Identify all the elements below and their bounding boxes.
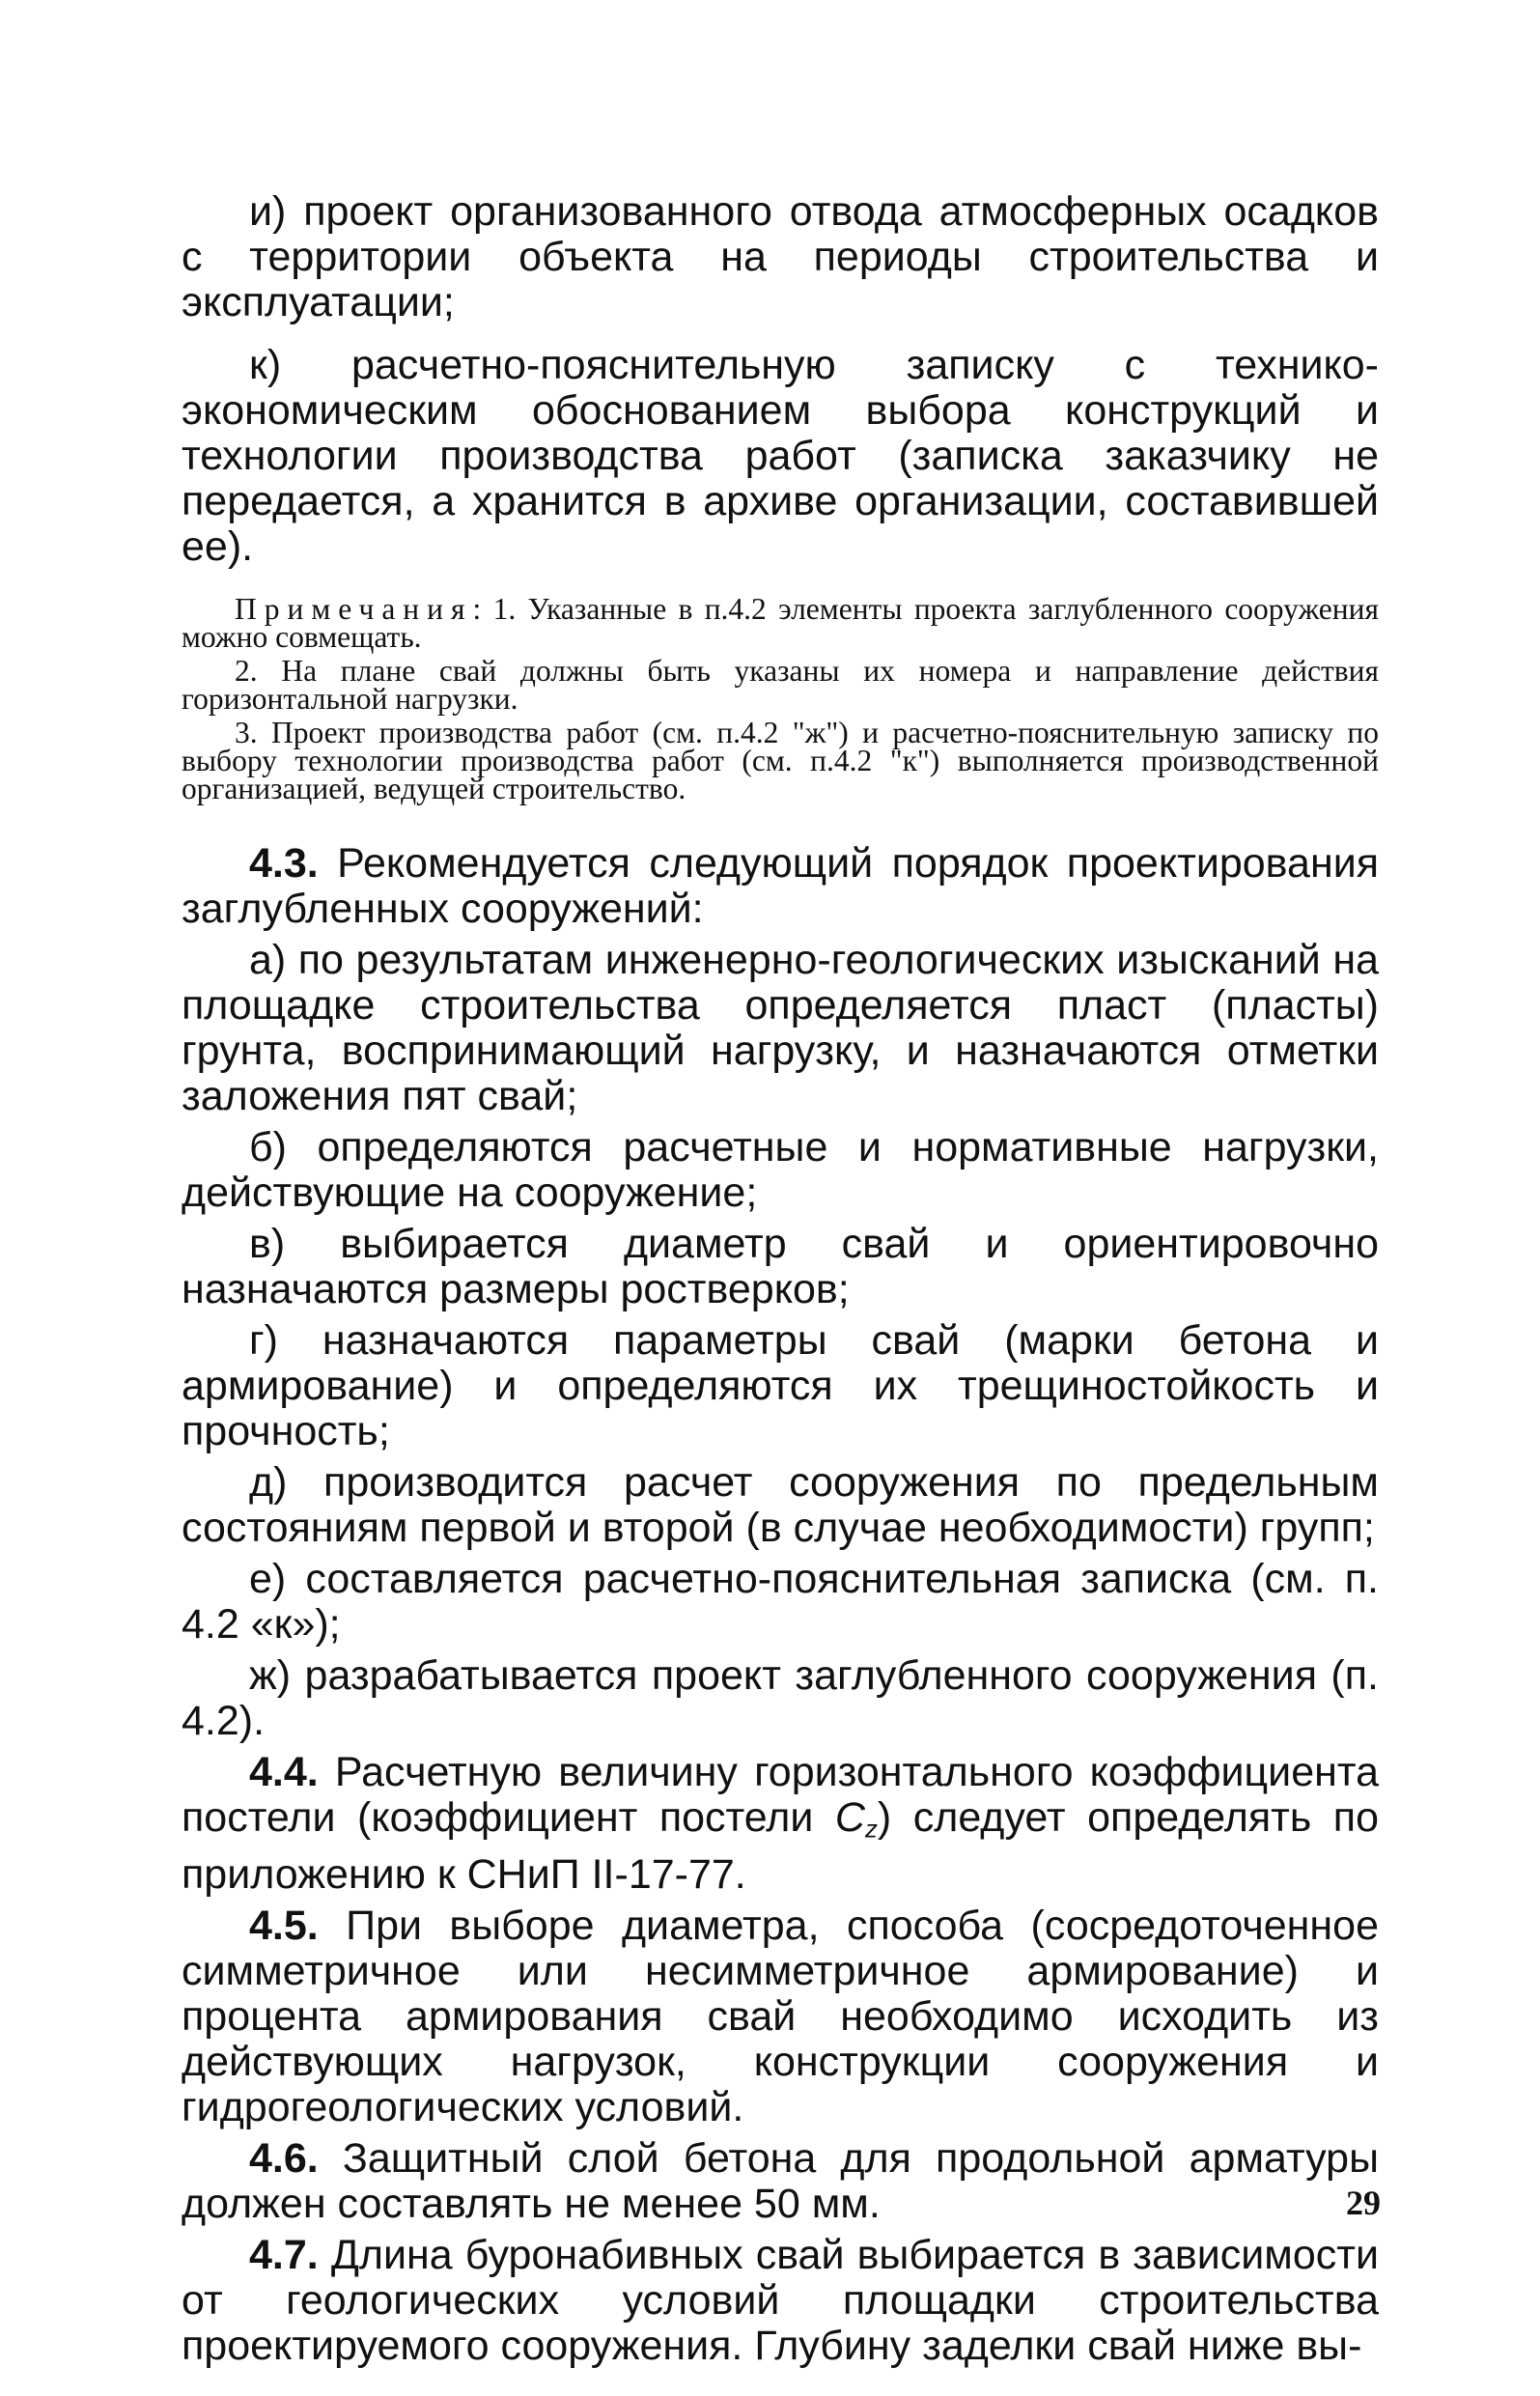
document-page [182,189,1379,2369]
section-4-3-item-a: а) по результатам инженерно-геологических изысканий на площадке строительства определяется пласт (пласты) грунта, воспринимающий нагрузку, и назначаются отметки заложения пят свай; [182,937,1379,1119]
section-number: 4.7. [249,2232,319,2279]
section-4-5 [182,1903,1379,2130]
page-number: 29 [1346,2184,1381,2222]
notes-block [182,592,1379,805]
section-number: 4.6. [249,2135,319,2183]
section-text: Защитный слой бетона для продольной арматуры должен составлять не менее 50 мм. [182,2135,1379,2228]
section-4-3-item-e: е) составляется расчетно-пояснительная записка (см. п. 4.2 «к»); [182,1556,1379,1648]
paragraph-item-i: и) проект организованного отвода атмосферных осадков с территории объекта на периоды строительства и эксплуатации; [182,188,1379,325]
section-4-3-item-g: г) назначаются параметры свай (марки бетона и армирование) и определяются их трещиностойкость и прочность; [182,1317,1379,1454]
section-text: Длина буронабивных свай выбирается в зависимости от геологических условий площадки строительства проектируемого сооружения. Глубину заделки свай ниже вы- [182,2232,1379,2370]
note-2: 2. На плане свай должны быть указаны их номера и направление действия горизонтальной нагрузки. [182,654,1379,716]
section-4-4 [182,1750,1379,1898]
section-number: 4.5. [249,1903,319,1950]
section-text: При выборе диаметра, способа (сосредоточенное симметричное или несимметричное армирование) и процента армирования свай необходимо исходить из действующих нагрузок, конструкции сооружения и гидрогеологических условий. [182,1903,1379,2131]
section-4-3-lead [182,841,1379,932]
section-text: Рекомендуется следующий порядок проектирования заглубленных сооружений: [182,840,1379,932]
section-4-3-item-zh: ж) разрабатывается проект заглубленного сооружения (п. 4.2). [182,1652,1379,1744]
paragraph-item-k: к) расчетно-пояснительную записку с технико-экономическим обоснованием выбора конструкций и технологии производства работ (записка заказчику не передается, а хранится в архиве организации, составившей ее). [182,342,1379,570]
note-1 [182,592,1379,654]
section-number: 4.4. [249,1749,319,1795]
section-text-before: Расчетную величину горизонтального коэффициента постели (коэффициент постели [182,1749,1379,1841]
note-1-text: : 1. Указанные в п.4.2 элементы проекта заглубленного сооружения можно совмещать. [182,592,1379,654]
coefficient-subscript: z [864,1816,878,1844]
notes-heading: Примечания [235,592,473,626]
section-4-3-item-b: б) определяются расчетные и нормативные нагрузки, действующие на сооружение; [182,1124,1379,1216]
section-4-7 [182,2233,1379,2369]
note-3: 3. Проект производства работ (см. п.4.2 "ж") и расчетно-пояснительную записку по выбору технологии производства работ (см. п.4.2 "к") выполняется производственной организацией, ведущей строительство. [182,716,1379,805]
section-text-after: ) следует определять по приложению к СНиП II-17-77. [182,1794,1380,1899]
coefficient-symbol: $C_z$ [834,1794,878,1844]
section-4-3-item-d: д) производится расчет сооружения по предельным состояниям первой и второй (в случае необходимости) групп; [182,1459,1379,1551]
section-4-6 [182,2136,1379,2227]
section-number: 4.3. [249,840,319,887]
section-4-3-item-v: в) выбирается диаметр свай и ориентировочно назначаются размеры ростверков; [182,1221,1379,1312]
